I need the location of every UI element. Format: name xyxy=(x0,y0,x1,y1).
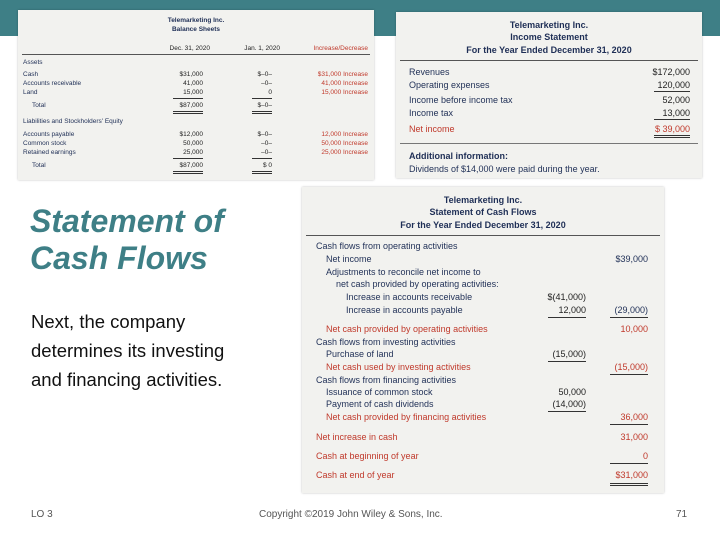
bs-row-dec: 41,000 xyxy=(183,80,203,87)
bs-assets-total-label: Total xyxy=(32,102,46,109)
cf-row-label: Net cash used by investing activities xyxy=(326,362,471,372)
cf-period: For the Year Ended December 31, 2020 xyxy=(400,220,566,230)
cash-flow-panel xyxy=(302,187,664,493)
bs-col-jan: Jan. 1, 2020 xyxy=(244,45,280,52)
cf-row-label: Payment of cash dividends xyxy=(326,399,434,409)
cf-row-label: Cash flows from operating activities xyxy=(316,241,458,251)
cf-row-label: Cash at end of year xyxy=(316,470,395,480)
cf-row-label: Net cash provided by financing activities xyxy=(326,412,487,422)
cf-row-subamount: (15,000) xyxy=(552,349,586,359)
cf-row-amount: 0 xyxy=(642,451,648,461)
slide-title-line1: Statement of xyxy=(30,203,224,239)
underline-rule xyxy=(548,317,586,318)
is-netincome-label: Net income xyxy=(409,124,455,134)
bs-row-change: $31,000 Increase xyxy=(317,71,368,78)
bs-col-dec: Dec. 31, 2020 xyxy=(169,45,210,52)
cf-row-amount: 36,000 xyxy=(620,412,648,422)
underline-rule xyxy=(548,411,586,412)
slide-title xyxy=(30,203,224,277)
cf-row-label: Cash flows from investing activities xyxy=(316,337,456,347)
bs-assets-total-jan: $–0– xyxy=(257,102,272,109)
footer-page-number: 71 xyxy=(676,509,688,520)
bs-row-label: Retained earnings xyxy=(23,149,76,156)
bs-liab-total-label: Total xyxy=(32,162,46,169)
cf-row-amount: 31,000 xyxy=(620,432,648,442)
footer-copyright: Copyright ©2019 John Wiley & Sons, Inc. xyxy=(259,509,443,520)
bs-row-jan: $–0– xyxy=(257,71,272,78)
bs-row-label: Cash xyxy=(23,71,39,78)
bs-company: Telemarketing Inc. xyxy=(167,17,225,24)
is-revenues-value: $172,000 xyxy=(652,67,690,77)
cf-row-label: Net cash provided by operating activities xyxy=(326,324,488,334)
is-opex-value: 120,000 xyxy=(657,80,690,90)
cf-row-label: Cash flows from financing activities xyxy=(316,375,457,385)
underline-rule xyxy=(610,424,648,425)
cf-row-label: Increase in accounts receivable xyxy=(346,292,473,302)
is-pretax-label: Income before income tax xyxy=(409,95,513,105)
is-opex-label: Operating expenses xyxy=(409,80,490,90)
bs-liab-total-jan: $ 0 xyxy=(262,162,272,169)
bs-col-change: Increase/Decrease xyxy=(313,45,368,52)
bs-row-label: Common stock xyxy=(23,140,67,147)
bs-row-label: Accounts payable xyxy=(23,131,75,138)
bs-row-change: 41,000 Increase xyxy=(321,80,368,87)
cf-row-label: Adjustments to reconcile net income to xyxy=(326,267,481,277)
bs-liab-total-dec: $87,000 xyxy=(179,162,203,169)
is-netincome-value: $ 39,000 xyxy=(654,124,690,134)
cf-row-label: Issuance of common stock xyxy=(326,387,433,397)
is-title: Income Statement xyxy=(510,32,588,42)
underline-rule xyxy=(610,463,648,464)
cf-row-subamount: 50,000 xyxy=(558,387,586,397)
is-revenues-label: Revenues xyxy=(409,67,450,77)
bs-liab-header: Liabilities and Stockholders' Equity xyxy=(23,118,123,125)
cf-row-label: Increase in accounts payable xyxy=(346,305,463,315)
income-statement-panel xyxy=(396,12,702,178)
cf-row-label: Net increase in cash xyxy=(316,432,398,442)
cf-row-amount: $31,000 xyxy=(615,470,648,480)
underline-rule xyxy=(610,483,648,486)
cf-row-label: net cash provided by operating activities: xyxy=(336,279,499,289)
is-tax-label: Income tax xyxy=(409,108,454,118)
is-period: For the Year Ended December 31, 2020 xyxy=(466,45,632,55)
cf-row-subamount: (14,000) xyxy=(552,399,586,409)
bs-row-dec: $12,000 xyxy=(179,131,203,138)
slide-title-line2: Cash Flows xyxy=(30,240,208,276)
bs-row-label: Accounts receivable xyxy=(23,80,82,87)
balance-sheet-panel xyxy=(18,10,374,180)
bs-row-jan: $–0– xyxy=(257,131,272,138)
cf-row-amount: (15,000) xyxy=(614,362,648,372)
bs-row-jan: –0– xyxy=(261,80,272,87)
bs-row-jan: 0 xyxy=(268,89,272,96)
bs-row-jan: –0– xyxy=(261,149,272,156)
is-tax-value: 13,000 xyxy=(662,108,690,118)
cf-row-amount: $39,000 xyxy=(615,254,648,264)
is-company: Telemarketing Inc. xyxy=(509,20,589,30)
cf-row-subamount: 12,000 xyxy=(558,305,586,315)
bs-row-label: Land xyxy=(23,89,38,96)
cf-title: Statement of Cash Flows xyxy=(429,207,537,217)
bs-assets-header: Assets xyxy=(23,59,43,66)
cf-row-subamount: $(41,000) xyxy=(547,292,586,302)
bs-row-jan: –0– xyxy=(261,140,272,147)
is-additional-header: Additional information: xyxy=(409,151,508,161)
underline-rule xyxy=(548,361,586,362)
cf-row-label: Cash at beginning of year xyxy=(316,451,419,461)
is-pretax-value: 52,000 xyxy=(662,95,690,105)
is-additional-text: Dividends of $14,000 were paid during the year. xyxy=(409,164,600,174)
underline-rule xyxy=(610,317,648,318)
bs-row-dec: 25,000 xyxy=(183,149,203,156)
cf-row-label: Purchase of land xyxy=(326,349,394,359)
bs-row-dec: 15,000 xyxy=(183,89,203,96)
underline-rule xyxy=(610,374,648,375)
bs-row-dec: $31,000 xyxy=(179,71,203,78)
bs-title: Balance Sheets xyxy=(171,26,221,33)
cf-company: Telemarketing Inc. xyxy=(443,195,523,205)
cf-row-amount: (29,000) xyxy=(614,305,648,315)
cf-row-label: Net income xyxy=(326,254,372,264)
bs-row-change: 12,000 Increase xyxy=(321,131,368,138)
bs-row-change: 50,000 Increase xyxy=(321,140,368,147)
cf-row-amount: 10,000 xyxy=(620,324,648,334)
bs-row-dec: 50,000 xyxy=(183,140,203,147)
footer-lo: LO 3 xyxy=(31,509,53,520)
bs-assets-total-dec: $87,000 xyxy=(179,102,203,109)
bs-row-change: 15,000 Increase xyxy=(321,89,368,96)
bs-row-change: 25,000 Increase xyxy=(321,149,368,156)
slide-body-text: Next, the company determines its investing and financing activities. xyxy=(31,311,225,390)
